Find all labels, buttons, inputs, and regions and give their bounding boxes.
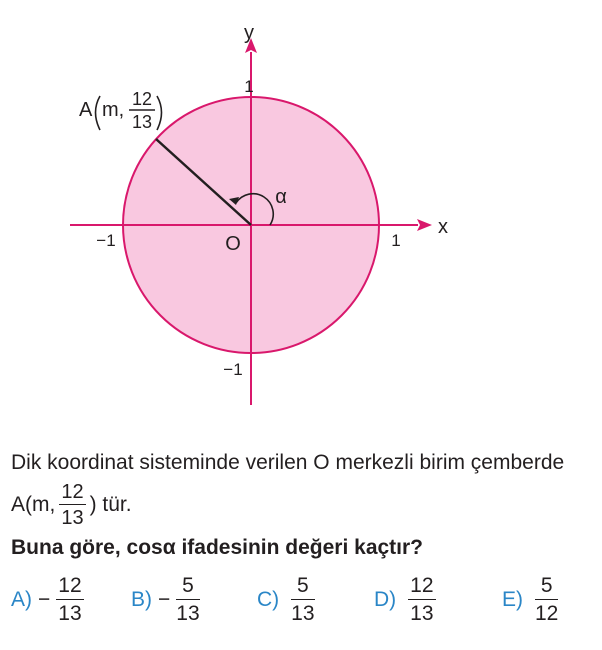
choice-num: 5 <box>182 573 194 597</box>
origin-label: O <box>225 233 241 255</box>
point-a-right-paren <box>157 96 162 130</box>
choice-fraction <box>535 574 558 627</box>
choice-num: 12 <box>58 573 82 597</box>
x-axis-arrow <box>417 219 432 231</box>
choice-sign: − <box>158 588 171 611</box>
question-point-prefix: A(m, <box>11 493 56 516</box>
choice-den: 13 <box>291 602 315 626</box>
question-point-suffix: ) tür. <box>89 493 132 516</box>
choice-letter: A) <box>11 588 32 611</box>
choice-den: 12 <box>535 602 559 626</box>
choice-num: 5 <box>540 573 553 597</box>
point-a-prefix: A <box>79 99 93 121</box>
choice-frac-bar <box>56 599 83 601</box>
tick-x-pos-label: 1 <box>391 231 401 250</box>
choice-num: 5 <box>297 573 309 597</box>
question-prompt: Buna göre, cosα ifadesinin değeri kaçtır? <box>11 536 424 559</box>
axis-y-label: y <box>244 22 254 44</box>
choice-num: 12 <box>410 573 434 597</box>
choice-frac-bar <box>408 599 435 601</box>
choice-d[interactable] <box>374 572 440 628</box>
point-a-den: 13 <box>131 112 153 132</box>
angle-label: α <box>275 186 287 208</box>
choice-letter: B) <box>131 588 152 611</box>
choice-den: 13 <box>58 602 82 626</box>
choice-letter: E) <box>502 588 523 611</box>
tick-x-neg-label: −1 <box>96 231 116 250</box>
question-point-fraction <box>59 481 85 530</box>
choice-frac-bar <box>176 599 199 601</box>
point-a-m: m, <box>102 99 125 121</box>
choice-fraction <box>176 574 199 627</box>
question-line-2 <box>11 480 132 530</box>
tick-y-neg-label: −1 <box>223 360 243 379</box>
choice-sign: − <box>38 588 51 611</box>
choice-frac-bar <box>535 599 558 601</box>
point-a-left-paren <box>96 96 101 130</box>
question-frac-den: 13 <box>61 507 84 530</box>
tick-y-pos-label: 1 <box>244 77 254 96</box>
choice-fraction <box>56 574 83 627</box>
axis-x-label: x <box>438 216 448 238</box>
choice-frac-bar <box>291 599 314 601</box>
question-frac-num: 12 <box>61 480 84 503</box>
choice-b[interactable] <box>131 572 204 628</box>
choice-letter: D) <box>374 588 397 611</box>
choice-e[interactable] <box>502 572 562 628</box>
choice-letter: C) <box>257 588 280 611</box>
choice-den: 13 <box>176 602 200 626</box>
choice-fraction <box>291 574 314 627</box>
question-line-1: Dik koordinat sisteminde verilen O merkezli birim çemberde <box>11 451 565 474</box>
point-a-num: 12 <box>131 89 153 109</box>
choice-den: 13 <box>410 602 434 626</box>
choice-c[interactable] <box>257 572 319 628</box>
point-a-label <box>79 89 162 132</box>
choice-fraction <box>408 574 435 627</box>
choice-a[interactable] <box>11 572 88 628</box>
question-frac-bar <box>59 504 85 506</box>
